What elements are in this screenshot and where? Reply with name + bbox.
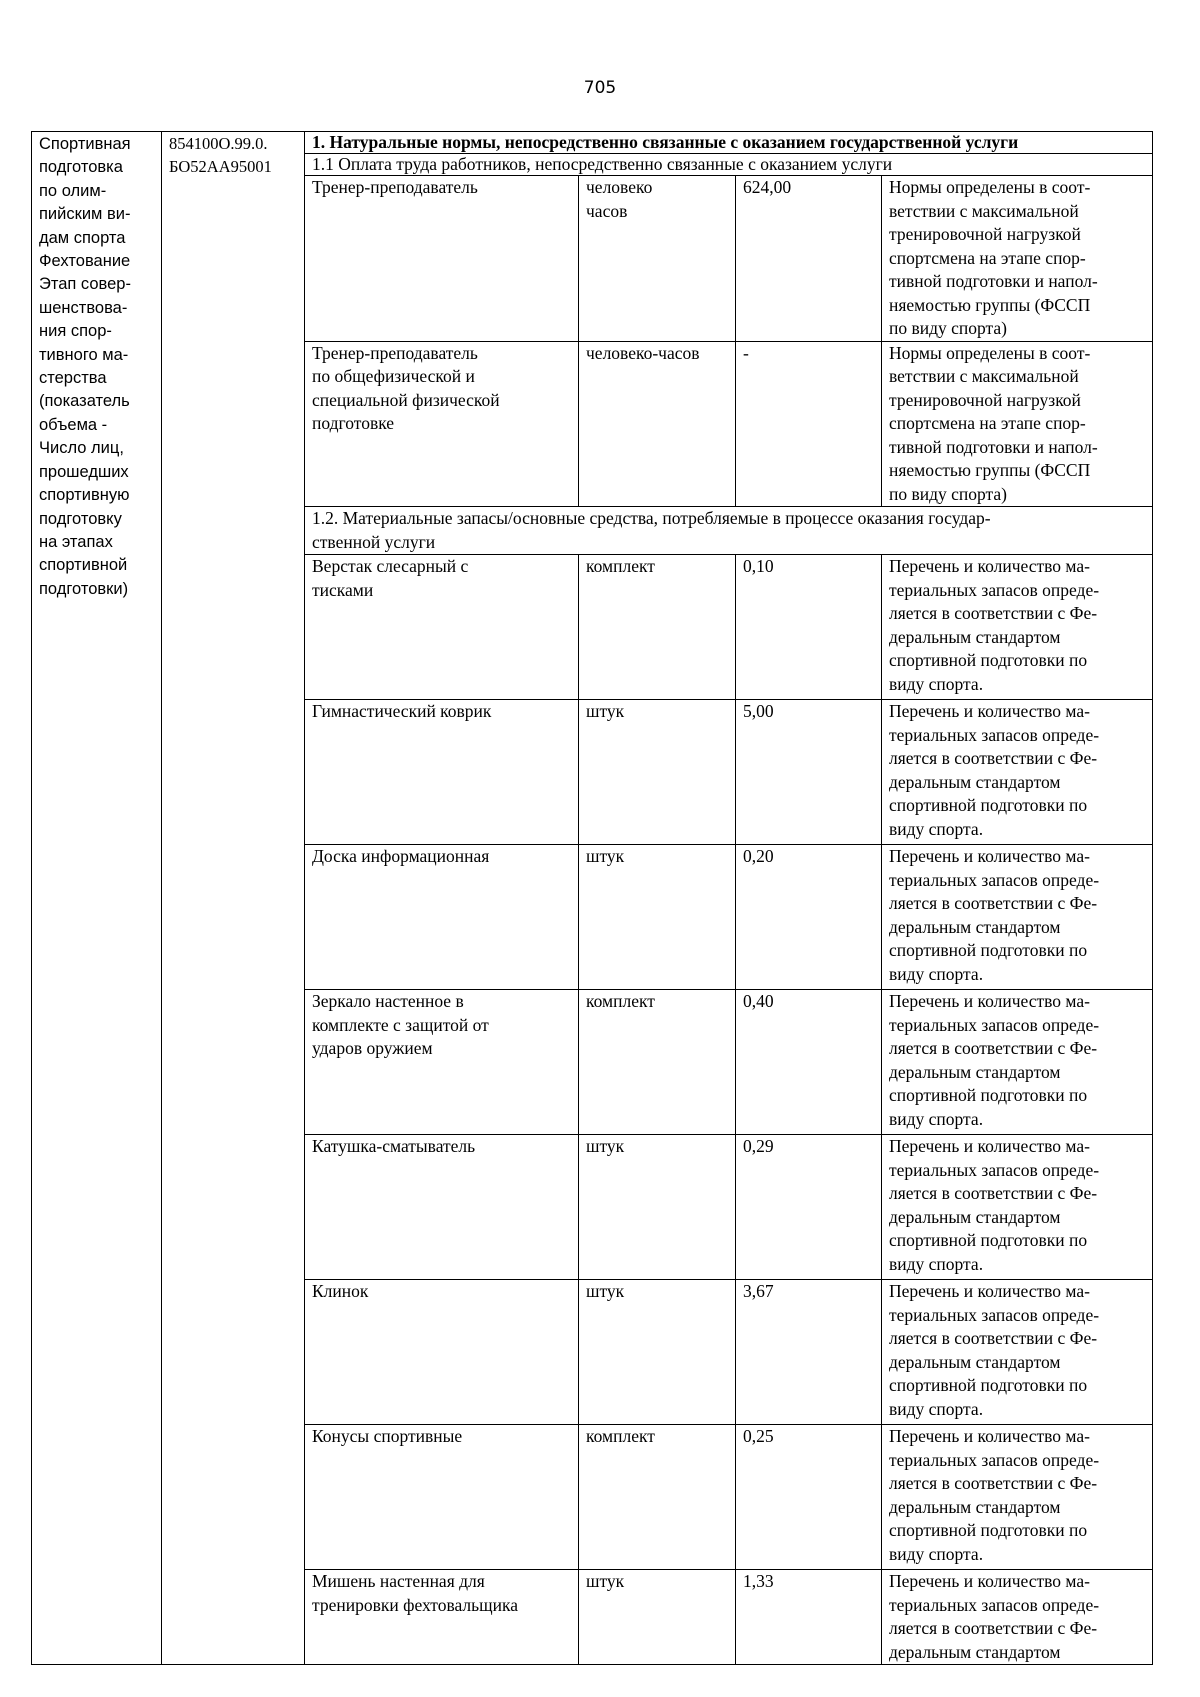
note-cell [882, 1570, 1153, 1665]
section-1-header-row [32, 132, 1153, 154]
unit-cell [579, 1135, 736, 1280]
note-cell [882, 845, 1153, 990]
norm-value-cell: - [736, 341, 882, 507]
note-line: тивной подготовки и напол- [889, 271, 1098, 291]
service-name-line: тивного ма- [39, 345, 129, 364]
note-line: спортсмена на этапе спор- [889, 247, 1086, 268]
unit-cell [579, 990, 736, 1135]
norm-name-line: Зеркало настенное в [312, 991, 464, 1011]
note-line: деральным стандартом [889, 1496, 1061, 1517]
service-name-line: шенствова- [39, 298, 128, 317]
note-line: спортивной подготовки по [889, 1520, 1088, 1540]
unit-cell [579, 1570, 736, 1665]
note-line: няемостью группы (ФССП [889, 294, 1091, 315]
norm-name-cell [305, 700, 579, 845]
norm-name-line: комплекте с защитой от [312, 1014, 489, 1035]
norm-name-line: Мишень настенная для [312, 1571, 485, 1591]
service-name-line: подготовку [39, 509, 122, 528]
note-line: виду спорта. [889, 1543, 984, 1564]
unit-cell [579, 700, 736, 845]
note-line: виду спорта. [889, 818, 984, 839]
service-name-line: Спортивная [39, 135, 131, 153]
unit-line: комплект [586, 556, 655, 576]
note-cell [882, 1135, 1153, 1280]
norm-value-cell: 0,20 [736, 845, 882, 990]
unit-line: штук [586, 1136, 625, 1156]
section-1-title: 1. Натуральные нормы, непосредственно связанные с оказанием государственной услуги [305, 132, 1153, 154]
service-name-line: по олим- [39, 181, 107, 200]
service-name-line: спортивную [39, 486, 130, 505]
note-line: териальных запасов опреде- [889, 1159, 1100, 1180]
note-line: Перечень и количество ма- [889, 991, 1090, 1011]
service-name-line: ния спор- [39, 322, 112, 341]
norm-name-line: Конусы спортивные [312, 1426, 463, 1446]
norm-name-cell [305, 555, 579, 700]
norm-name-line: по общефизической и [312, 366, 475, 386]
norm-value-cell: 0,29 [736, 1135, 882, 1280]
note-line: Перечень и количество ма- [889, 1571, 1090, 1591]
note-line: по виду спорта) [889, 483, 1008, 504]
service-name-line: пийским ви- [39, 205, 131, 224]
note-line: Перечень и количество ма- [889, 1281, 1090, 1301]
note-line: ляется в соответствии с Фе- [889, 748, 1098, 768]
unit-cell [579, 845, 736, 990]
note-line: деральным стандартом [889, 1351, 1061, 1372]
unit-line: комплект [586, 1426, 655, 1446]
note-cell [882, 990, 1153, 1135]
norm-name-line: подготовке [312, 413, 395, 433]
norm-name-line: Клинок [312, 1281, 369, 1301]
note-line: спортивной подготовки по [889, 650, 1088, 670]
service-name-cell [32, 132, 162, 1665]
note-line: ляется в соответствии с Фе- [889, 893, 1098, 913]
norm-value-cell: 5,00 [736, 700, 882, 845]
service-code-line: 854100О.99.0. [169, 134, 268, 153]
unit-line: штук [586, 1281, 625, 1301]
unit-line: штук [586, 846, 625, 866]
note-line: териальных запасов опреде- [889, 1594, 1100, 1615]
norm-name-line: тренировки фехтовальщика [312, 1594, 518, 1615]
note-cell [882, 1280, 1153, 1425]
note-line: спортсмена на этапе спор- [889, 413, 1086, 433]
service-name-line: спортивной [39, 556, 128, 575]
norm-name-line: Гимнастический коврик [312, 701, 492, 721]
note-line: виду спорта. [889, 1398, 984, 1419]
service-name-line: Этап совер- [39, 275, 131, 294]
unit-cell [579, 1425, 736, 1570]
unit-line: штук [586, 1571, 625, 1591]
note-line: териальных запасов опреде- [889, 579, 1100, 600]
subsection-1-1-title: 1.1 Оплата труда работников, непосредственно связанные с оказанием услуги [305, 154, 1153, 176]
note-line: деральным стандартом [889, 916, 1061, 937]
note-cell [882, 341, 1153, 507]
note-line: ляется в соответствии с Фе- [889, 603, 1098, 623]
unit-cell [579, 341, 736, 507]
service-name-line: Фехтование [39, 252, 131, 271]
note-cell [882, 555, 1153, 700]
note-line: тивной подготовки и напол- [889, 436, 1098, 457]
norm-value-cell: 624,00 [736, 176, 882, 342]
norm-name-cell [305, 990, 579, 1135]
note-line: Перечень и количество ма- [889, 556, 1090, 576]
note-line: тренировочной нагрузкой [889, 389, 1081, 410]
norm-name-line: специальной физической [312, 389, 500, 410]
note-line: деральным стандартом [889, 1061, 1061, 1082]
norm-name-cell [305, 1425, 579, 1570]
note-line: спортивной подготовки по [889, 940, 1088, 960]
norm-name-line: Тренер-преподаватель [312, 342, 478, 363]
norm-value-cell: 0,25 [736, 1425, 882, 1570]
norm-name-cell [305, 176, 579, 342]
note-line: ветствии с максимальной [889, 200, 1079, 221]
note-line: деральным стандартом [889, 1641, 1061, 1662]
note-line: ляется в соответствии с Фе- [889, 1328, 1098, 1348]
service-name-line: дам спорта [39, 228, 126, 247]
service-code-line: БО52АА95001 [169, 157, 272, 177]
norm-name-cell [305, 1135, 579, 1280]
note-line: виду спорта. [889, 1253, 984, 1274]
note-line: териальных запасов опреде- [889, 1304, 1100, 1325]
unit-cell [579, 555, 736, 700]
norm-value-cell: 0,10 [736, 555, 882, 700]
note-line: териальных запасов опреде- [889, 1449, 1100, 1470]
note-line: Перечень и количество ма- [889, 1136, 1090, 1156]
note-line: Перечень и количество ма- [889, 701, 1090, 721]
note-line: Перечень и количество ма- [889, 1426, 1090, 1446]
note-line: спортивной подготовки по [889, 1085, 1088, 1105]
note-line: ляется в соответствии с Фе- [889, 1618, 1098, 1638]
note-line: виду спорта. [889, 673, 984, 694]
note-line: тренировочной нагрузкой [889, 224, 1081, 244]
norms-table [31, 131, 1153, 1665]
note-line: по виду спорта) [889, 318, 1008, 338]
unit-cell [579, 1280, 736, 1425]
unit-line: человеко-часов [586, 342, 700, 363]
subsection-1-2-line: 1.2. Материальные запасы/основные средства, потребляемые в процессе оказания государ- [312, 508, 991, 528]
unit-line: комплект [586, 991, 655, 1011]
norm-name-cell [305, 845, 579, 990]
note-line: Нормы определены в соот- [889, 342, 1091, 363]
note-line: ляется в соответствии с Фе- [889, 1183, 1098, 1203]
note-line: ветствии с максимальной [889, 366, 1079, 386]
service-name-line: Число лиц, [39, 439, 124, 458]
norm-name-line: ударов оружием [312, 1038, 433, 1058]
service-name-line: подготовка [39, 158, 123, 177]
note-line: деральным стандартом [889, 626, 1061, 647]
note-line: териальных запасов опреде- [889, 869, 1100, 890]
service-name-line: на этапах [39, 532, 113, 551]
unit-line: человеко [586, 177, 653, 197]
note-line: няемостью группы (ФССП [889, 460, 1091, 480]
service-name-line: (показатель [39, 392, 130, 411]
norm-name-line: Тренер-преподаватель [312, 177, 478, 197]
note-line: Перечень и количество ма- [889, 846, 1090, 866]
service-name-line: стерства [39, 369, 107, 388]
subsection-1-2-title [305, 507, 1153, 555]
unit-cell [579, 176, 736, 342]
norm-value-cell: 1,33 [736, 1570, 882, 1665]
service-name-line: подготовки) [39, 579, 129, 598]
norm-name-cell [305, 1570, 579, 1665]
norm-name-line: тисками [312, 579, 374, 600]
note-line: ляется в соответствии с Фе- [889, 1473, 1098, 1493]
norm-name-cell [305, 1280, 579, 1425]
note-line: териальных запасов опреде- [889, 1014, 1100, 1035]
page-number: 705 [583, 78, 617, 98]
note-line: деральным стандартом [889, 771, 1061, 792]
note-line: ляется в соответствии с Фе- [889, 1038, 1098, 1058]
norm-value-cell: 0,40 [736, 990, 882, 1135]
note-line: спортивной подготовки по [889, 1230, 1088, 1250]
note-line: спортивной подготовки по [889, 795, 1088, 815]
note-cell [882, 700, 1153, 845]
norm-name-line: Катушка-сматыватель [312, 1136, 476, 1156]
note-line: деральным стандартом [889, 1206, 1061, 1227]
norm-name-line: Верстак слесарный с [312, 556, 469, 576]
note-line: териальных запасов опреде- [889, 724, 1100, 745]
service-name-line: прошедших [39, 462, 129, 481]
note-line: виду спорта. [889, 963, 984, 984]
norm-name-cell [305, 341, 579, 507]
note-cell [882, 176, 1153, 342]
subsection-1-2-line: ственной услуги [312, 531, 436, 552]
unit-line: часов [586, 200, 628, 221]
service-code-cell [162, 132, 305, 1665]
unit-line: штук [586, 701, 625, 721]
note-line: виду спорта. [889, 1108, 984, 1129]
norm-name-line: Доска информационная [312, 846, 490, 866]
note-line: спортивной подготовки по [889, 1375, 1088, 1395]
service-name-line: объема - [39, 415, 108, 434]
note-cell [882, 1425, 1153, 1570]
note-line: Нормы определены в соот- [889, 177, 1091, 197]
norm-value-cell: 3,67 [736, 1280, 882, 1425]
